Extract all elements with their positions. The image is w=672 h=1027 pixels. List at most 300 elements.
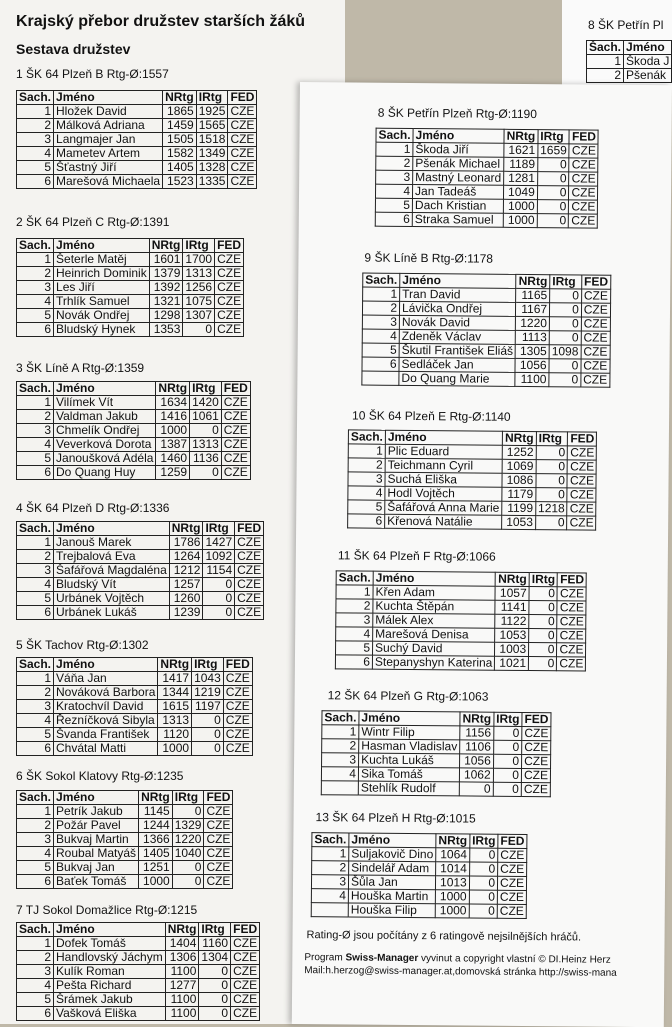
table-cell: 1189: [504, 157, 538, 171]
table-cell: 0: [172, 861, 204, 875]
col-jmeno: Jméno: [54, 923, 166, 937]
mail-line: Mail:h.herzog@swiss-manager.at,domovská stránka http://swiss-mana: [304, 965, 617, 979]
table-cell: 6: [362, 357, 399, 371]
table-cell: 4: [362, 329, 399, 343]
col-jmeno: Jméno: [54, 658, 158, 672]
table-cell: 1000: [503, 213, 537, 227]
table-cell: 4: [17, 578, 54, 592]
peek-sheet: [562, 0, 672, 90]
table-cell: CZE: [498, 848, 527, 862]
col-nrtg: NRtg: [156, 382, 190, 396]
table-row: [17, 965, 260, 979]
col-irtg: IRtg: [196, 91, 228, 105]
table-cell: 1321: [149, 295, 183, 309]
table-cell: 1003: [495, 642, 529, 656]
table-cell: Váňa Jan: [54, 672, 158, 686]
table-cell: 1013: [436, 876, 470, 890]
table-cell: Sika Tomáš: [358, 767, 459, 782]
table-cell: 1427: [203, 536, 235, 550]
table-cell: 1145: [139, 805, 173, 819]
table-cell: Škoda Jiří: [413, 142, 504, 157]
table-cell: Bludský Vít: [54, 578, 170, 592]
table-cell: Suchý David: [373, 641, 496, 656]
table-cell: 5: [17, 993, 54, 1007]
table-cell: 1120: [158, 728, 192, 742]
table-cell: 1064: [436, 848, 470, 862]
table-cell: 0: [535, 516, 567, 530]
table-cell: 3: [17, 700, 54, 714]
col-jmeno: Jméno: [359, 711, 460, 726]
table-cell: 1106: [460, 740, 494, 754]
team-heading: 8 ŠK Petřín Plzeň Rtg-Ø:1190: [377, 105, 537, 122]
table-cell: Stepanyshyn Katerina: [372, 655, 495, 670]
table-cell: CZE: [568, 446, 597, 460]
table-cell: CZE: [521, 782, 550, 796]
table-cell: CZE: [204, 861, 233, 875]
table-cell: CZE: [228, 175, 257, 189]
table-row: [17, 564, 264, 578]
col-sach: Sach.: [322, 711, 359, 725]
table-cell: 0: [192, 742, 224, 756]
table-cell: 1062: [459, 768, 493, 782]
table-cell: CZE: [581, 317, 610, 331]
table-cell: 1: [363, 287, 400, 301]
team-table: [361, 273, 611, 388]
table-cell: CZE: [569, 186, 598, 200]
table-cell: 4: [17, 979, 54, 993]
table-cell: 0: [192, 728, 224, 742]
table-cell: CZE: [231, 965, 260, 979]
table-cell: Marešová Michaela: [54, 175, 163, 189]
col-irtg: IRtg: [494, 712, 522, 726]
col-jmeno: Jméno: [54, 791, 139, 805]
table-cell: Sindelář Adam: [349, 861, 436, 876]
table-cell: CZE: [568, 460, 597, 474]
table-cell: CZE: [521, 768, 550, 782]
peek-cell: Pšenák: [624, 69, 672, 83]
table-cell: 0: [192, 714, 224, 728]
peek-heading: 8 ŠK Petřín Pl: [588, 18, 664, 32]
table-cell: CZE: [498, 876, 527, 890]
table-cell: CZE: [567, 474, 596, 488]
table-cell: 0: [550, 303, 582, 317]
table-cell: 1179: [502, 487, 536, 501]
col-nrtg: NRtg: [460, 712, 494, 726]
table-row: [17, 606, 264, 620]
table-cell: 0: [537, 200, 569, 214]
table-cell: 1: [348, 444, 385, 458]
table-cell: 0: [549, 373, 581, 387]
table-row: [17, 672, 253, 686]
table-cell: 1621: [504, 143, 538, 157]
table-cell: CZE: [204, 819, 233, 833]
team-heading: 5 ŠK Tachov Rtg-Ø:1302: [16, 638, 149, 652]
col-fed: FED: [221, 382, 250, 396]
table-cell: 0: [550, 289, 582, 303]
table-row: [17, 267, 244, 281]
col-irtg: IRtg: [538, 130, 570, 144]
col-nrtg: NRtg: [165, 923, 199, 937]
table-cell: Málková Adriana: [54, 119, 163, 133]
table-cell: 2: [362, 301, 399, 315]
table-cell: Bukvaj Jan: [54, 861, 139, 875]
table-row: [17, 119, 257, 133]
col-nrtg: NRtg: [169, 522, 203, 536]
table-cell: Bludský Hynek: [54, 323, 150, 337]
table-row: [17, 742, 253, 756]
table-cell: 1257: [169, 578, 203, 592]
table-cell: 1565: [196, 119, 228, 133]
table-cell: 1659: [538, 144, 570, 158]
team-table: [16, 90, 257, 189]
table-cell: 1014: [436, 862, 470, 876]
team-table: [311, 832, 528, 919]
col-sach: Sach.: [348, 430, 385, 444]
table-cell: 1122: [495, 614, 529, 628]
table-cell: 5: [348, 500, 385, 514]
col-jmeno: Jméno: [373, 571, 496, 586]
table-cell: Vilímek Vít: [54, 396, 156, 410]
table-cell: Heinrich Dominik: [54, 267, 150, 281]
table-row: [17, 452, 251, 466]
table-cell: 4: [17, 847, 54, 861]
table-cell: 0: [172, 805, 204, 819]
table-cell: 2: [17, 951, 54, 965]
col-jmeno: Jméno: [54, 522, 170, 536]
table-cell: 2: [17, 410, 54, 424]
table-row: [17, 253, 244, 267]
table-row: [17, 281, 244, 295]
peek-col-jmeno: Jméno: [624, 41, 672, 55]
table-cell: 1307: [183, 309, 215, 323]
table-cell: 0: [469, 890, 497, 904]
table-cell: CZE: [557, 587, 586, 601]
col-irtg: IRtg: [470, 834, 498, 848]
rating-note: Rating-Ø jsou počítány z 6 ratingově nejsilnějších hráčů.: [306, 929, 582, 944]
table-cell: 1113: [516, 330, 550, 344]
table-cell: CZE: [204, 875, 233, 889]
col-nrtg: NRtg: [163, 91, 197, 105]
col-jmeno: Jméno: [54, 239, 150, 253]
team-table: [335, 570, 587, 671]
col-irtg: IRtg: [190, 382, 222, 396]
table-cell: 1049: [504, 185, 538, 199]
table-cell: Šrámek Jakub: [54, 993, 166, 1007]
table-cell: CZE: [228, 119, 257, 133]
table-row: [17, 466, 251, 480]
table-cell: 1313: [190, 438, 222, 452]
table-cell: CZE: [231, 951, 260, 965]
table-cell: 1: [312, 847, 349, 861]
col-nrtg: NRtg: [436, 834, 470, 848]
table-cell: 3: [311, 875, 348, 889]
table-cell: 6: [17, 1007, 54, 1021]
table-row: [17, 937, 260, 951]
table-cell: CZE: [557, 657, 586, 671]
table-cell: 1043: [192, 672, 224, 686]
table-cell: 0: [493, 754, 521, 768]
table-row: [17, 175, 257, 189]
table-cell: CZE: [522, 726, 551, 740]
table-cell: 1582: [163, 147, 197, 161]
table-row: [375, 212, 598, 228]
table-cell: 1136: [190, 452, 222, 466]
table-cell: CZE: [215, 309, 244, 323]
team-heading: 12 ŠK 64 Plzeň G Rtg-Ø:1063: [327, 688, 489, 704]
table-row: [311, 889, 526, 905]
table-cell: Wintr Filip: [359, 725, 460, 740]
table-cell: Les Jiří: [54, 281, 150, 295]
table-cell: 0: [493, 740, 521, 754]
table-cell: Pšenák Michael: [413, 156, 504, 171]
table-cell: 0: [529, 643, 557, 657]
col-jmeno: Jméno: [54, 382, 156, 396]
table-row: [17, 714, 253, 728]
col-sach: Sach.: [17, 239, 54, 253]
table-row: [17, 700, 253, 714]
col-irtg: IRtg: [529, 573, 557, 587]
table-cell: 5: [17, 161, 54, 175]
table-row: [17, 592, 264, 606]
table-cell: 3: [17, 965, 54, 979]
table-cell: CZE: [569, 144, 598, 158]
table-cell: 0: [549, 331, 581, 345]
table-cell: CZE: [231, 1007, 260, 1021]
table-cell: Petrík Jakub: [54, 805, 139, 819]
table-cell: Straka Samuel: [412, 212, 503, 227]
table-cell: Roubal Matyáš: [54, 847, 139, 861]
table-cell: CZE: [228, 147, 257, 161]
team-heading: 3 ŠK Líně A Rtg-Ø:1359: [16, 361, 145, 375]
table-cell: Kratochvíl David: [54, 700, 158, 714]
table-row: [17, 133, 257, 147]
table-row: [17, 396, 251, 410]
table-cell: 0: [528, 657, 556, 671]
table-cell: 1: [336, 585, 373, 599]
table-cell: Lávička Ondřej: [399, 301, 515, 316]
table-header-row: [17, 382, 251, 396]
col-nrtg: NRtg: [158, 658, 192, 672]
table-cell: 2: [348, 458, 385, 472]
table-cell: 3: [362, 315, 399, 329]
table-cell: 1040: [172, 847, 204, 861]
table-cell: 1056: [515, 358, 549, 372]
table-cell: Suchá Eliška: [385, 472, 502, 487]
table-cell: CZE: [228, 133, 257, 147]
table-cell: CZE: [223, 700, 252, 714]
col-fed: FED: [231, 923, 260, 937]
table-cell: 2: [17, 686, 54, 700]
table-cell: Chvátal Matti: [54, 742, 158, 756]
col-nrtg: NRtg: [496, 572, 530, 586]
table-cell: 1305: [515, 344, 549, 358]
table-cell: Hložek David: [54, 105, 163, 119]
table-cell: 1021: [495, 656, 529, 670]
table-cell: Handlovský Jáchym: [54, 951, 166, 965]
table-row: [17, 550, 264, 564]
table-cell: 1304: [199, 951, 231, 965]
team-heading: 10 ŠK 64 Plzeň E Rtg-Ø:1140: [352, 408, 511, 424]
table-cell: Jan Tadeáš: [413, 184, 504, 199]
table-cell: 1100: [515, 372, 549, 386]
table-cell: CZE: [581, 331, 610, 345]
table-cell: CZE: [215, 267, 244, 281]
table-row: [17, 861, 233, 875]
table-cell: 4: [336, 627, 373, 641]
table-cell: 5: [17, 592, 54, 606]
table-cell: 1260: [169, 592, 203, 606]
col-sach: Sach.: [336, 571, 373, 585]
table-cell: Kuchta Štěpán: [373, 599, 496, 614]
table-cell: CZE: [223, 672, 252, 686]
table-cell: Teichmann Cyril: [385, 458, 502, 473]
col-fed: FED: [569, 130, 598, 144]
table-cell: 0: [469, 862, 497, 876]
table-cell: 1: [17, 672, 54, 686]
table-cell: Šůla Jan: [348, 875, 435, 890]
table-cell: CZE: [221, 424, 250, 438]
table-cell: 5: [362, 343, 399, 357]
peek-cell: 2: [587, 69, 624, 83]
table-cell: 2: [322, 739, 359, 753]
table-cell: Veverková Dorota: [54, 438, 156, 452]
col-fed: FED: [558, 573, 587, 587]
table-cell: Šafářová Anna Marie: [385, 500, 502, 515]
table-cell: 5: [17, 452, 54, 466]
table-cell: 6: [17, 323, 54, 337]
table-cell: CZE: [557, 629, 586, 643]
table-row: [17, 147, 257, 161]
table-cell: CZE: [228, 161, 257, 175]
table-header-row: [17, 239, 244, 253]
page-subtitle: Sestava družstev: [16, 41, 131, 57]
table-cell: 0: [199, 993, 231, 1007]
table-cell: 2: [17, 267, 54, 281]
table-cell: 3: [322, 753, 359, 767]
table-cell: 1329: [172, 819, 204, 833]
col-jmeno: Jméno: [385, 430, 502, 445]
table-cell: 1167: [516, 302, 550, 316]
table-cell: CZE: [498, 862, 527, 876]
table-cell: 1000: [503, 199, 537, 213]
table-cell: Málek Alex: [373, 613, 496, 628]
table-cell: 0: [203, 606, 235, 620]
table-cell: 1053: [502, 515, 536, 529]
table-cell: 6: [335, 655, 372, 669]
table-cell: 0: [469, 848, 497, 862]
peek-table: [586, 40, 672, 83]
table-cell: Šafářová Magdaléna: [54, 564, 170, 578]
table-cell: 1786: [169, 536, 203, 550]
table-cell: 4: [311, 889, 348, 903]
table-cell: 1: [17, 937, 54, 951]
table-cell: 6: [17, 466, 54, 480]
table-cell: 1000: [139, 875, 173, 889]
table-cell: Trhlík Samuel: [54, 295, 150, 309]
table-cell: CZE: [557, 643, 586, 657]
table-cell: 1199: [502, 501, 536, 515]
table-cell: 4: [17, 714, 54, 728]
table-cell: 5: [17, 861, 54, 875]
table-cell: 2: [17, 819, 54, 833]
table-cell: Křenová Natálie: [385, 514, 502, 529]
table-row: [17, 833, 233, 847]
table-cell: 6: [17, 742, 54, 756]
table-row: [17, 424, 251, 438]
program-suffix: vyvinut a copyright vlastní © DI.Heinz Herz: [418, 953, 611, 966]
col-jmeno: Jméno: [54, 91, 163, 105]
col-fed: FED: [498, 834, 527, 848]
table-cell: [311, 903, 348, 917]
table-row: [17, 295, 244, 309]
table-header-row: [17, 923, 260, 937]
table-cell: 1141: [495, 600, 529, 614]
program-prefix: Program: [304, 952, 346, 964]
table-cell: 5: [17, 309, 54, 323]
table-cell: CZE: [235, 592, 264, 606]
table-cell: 0: [190, 466, 222, 480]
table-cell: 0: [536, 488, 568, 502]
table-header-row: [17, 791, 233, 805]
table-cell: 1212: [169, 564, 203, 578]
table-cell: 1057: [495, 586, 529, 600]
table-cell: 0: [199, 965, 231, 979]
right-sheet: [292, 82, 672, 1027]
col-sach: Sach.: [17, 91, 54, 105]
table-cell: 1100: [165, 993, 199, 1007]
col-sach: Sach.: [376, 128, 413, 142]
table-cell: 1154: [203, 564, 235, 578]
table-cell: 4: [17, 295, 54, 309]
table-row: [348, 514, 597, 530]
table-cell: 1000: [158, 742, 192, 756]
table-cell: 1420: [190, 396, 222, 410]
table-cell: 1417: [158, 672, 192, 686]
table-cell: CZE: [569, 172, 598, 186]
col-sach: Sach.: [17, 923, 54, 937]
table-cell: CZE: [581, 359, 610, 373]
table-cell: 0: [493, 782, 521, 796]
table-cell: 0: [190, 424, 222, 438]
table-cell: CZE: [221, 396, 250, 410]
table-row: [17, 105, 257, 119]
table-row: [321, 767, 550, 783]
col-fed: FED: [235, 522, 264, 536]
table-cell: CZE: [204, 833, 233, 847]
table-cell: 1700: [183, 253, 215, 267]
col-irtg: IRtg: [536, 432, 568, 446]
table-cell: 1349: [196, 147, 228, 161]
table-cell: 3: [17, 833, 54, 847]
team-heading: 11 ŠK 64 Plzeň F Rtg-Ø:1066: [337, 548, 496, 564]
table-row: [17, 951, 260, 965]
table-cell: 1335: [196, 175, 228, 189]
table-cell: Řezníčková Sibyla: [54, 714, 158, 728]
table-header-row: [17, 658, 253, 672]
table-row: [335, 655, 586, 671]
table-cell: 4: [17, 438, 54, 452]
col-sach: Sach.: [312, 833, 349, 847]
col-nrtg: NRtg: [516, 274, 550, 288]
table-cell: Baťek Tomáš: [54, 875, 139, 889]
table-cell: 1281: [504, 171, 538, 185]
table-cell: 3: [348, 472, 385, 486]
team-table: [16, 657, 253, 756]
table-cell: 6: [17, 875, 54, 889]
table-cell: Dofek Tomáš: [54, 937, 166, 951]
table-cell: CZE: [204, 805, 233, 819]
table-cell: Trejbalová Eva: [54, 550, 170, 564]
